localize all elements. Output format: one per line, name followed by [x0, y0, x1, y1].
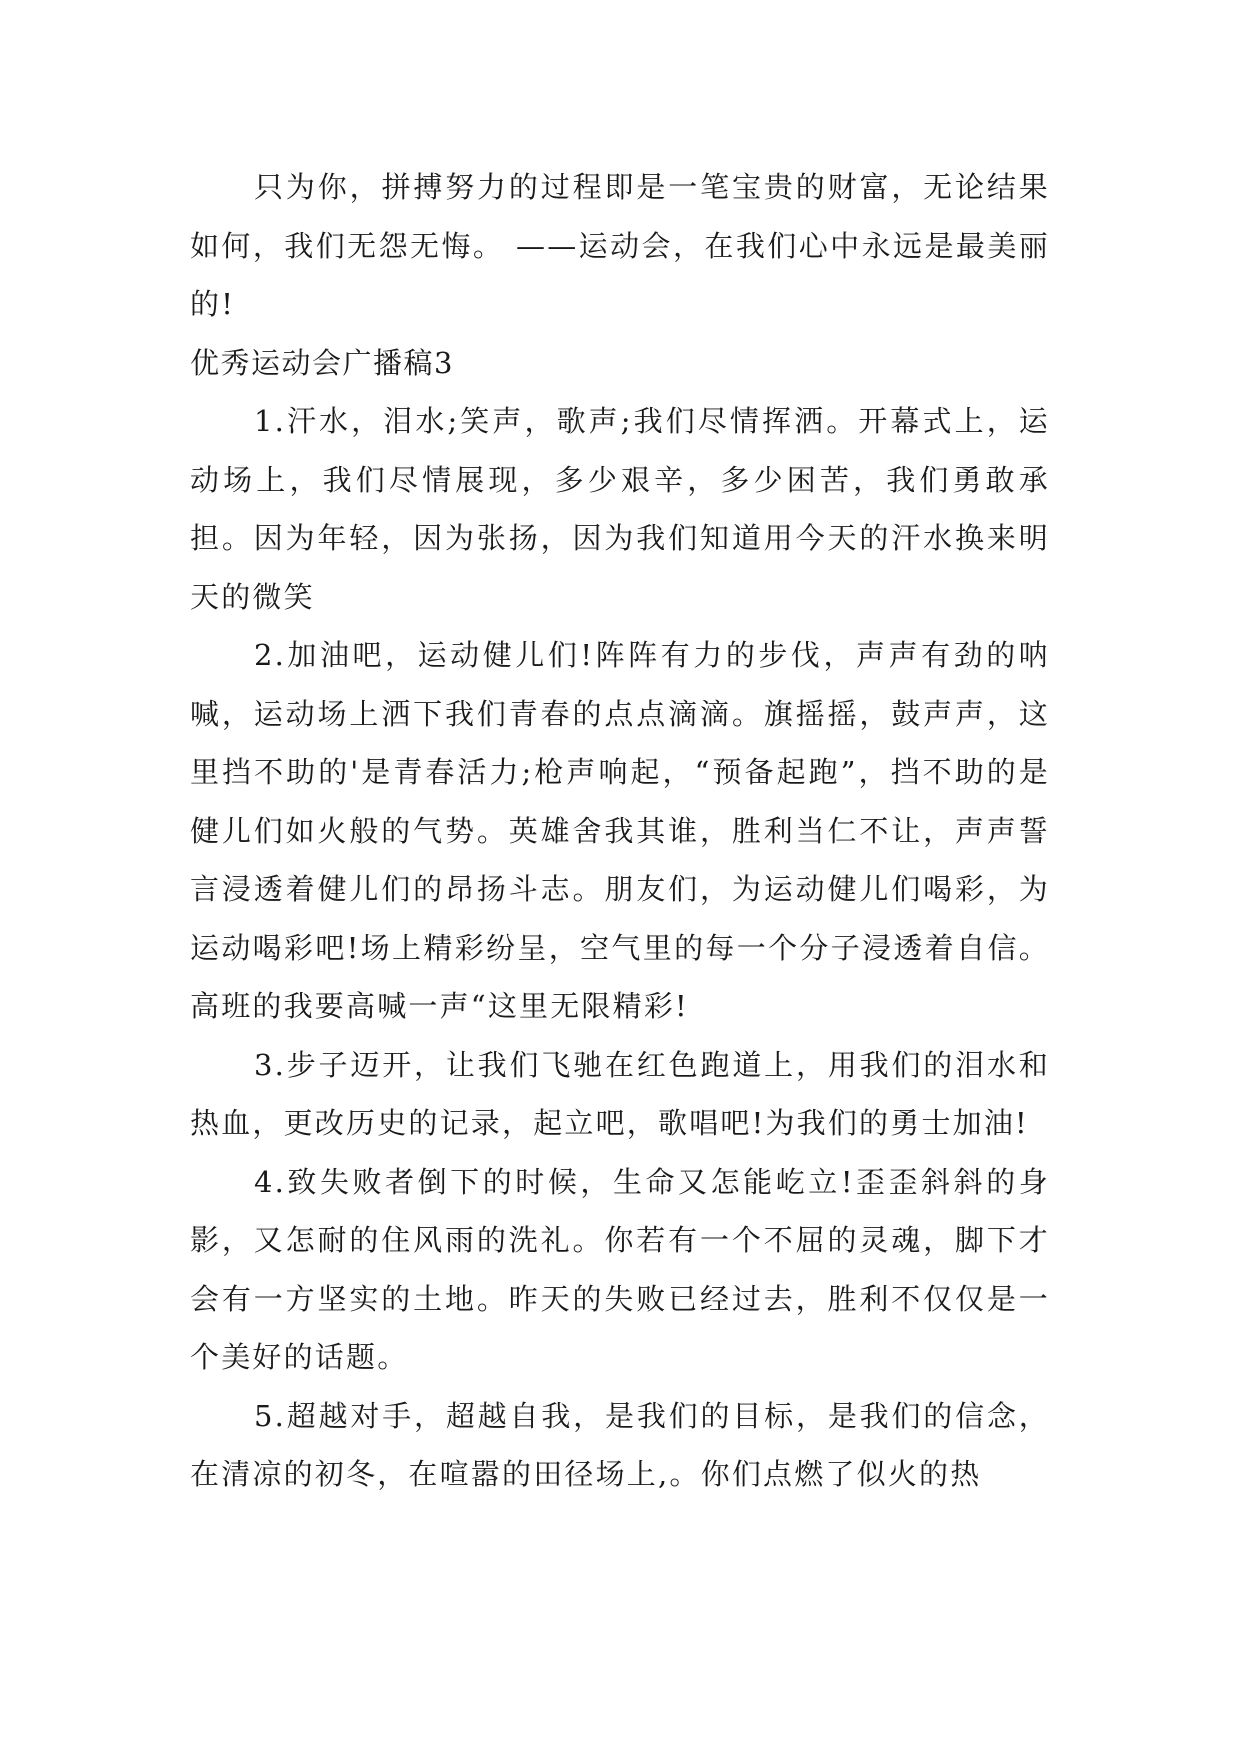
- paragraph-2: 2.加油吧，运动健儿们!阵阵有力的步伐，声声有劲的呐喊，运动场上洒下我们青春的点点滴滴。旗摇摇，鼓声声，这里挡不助的'是青春活力;枪声响起，“预备起跑”，挡不助的是健儿们如火般的气势。英雄舍我其谁，胜利当仁不让，声声誓言浸透着健儿们的昂扬斗志。朋友们，为运动健儿们喝彩，为运动喝彩吧!场上精彩纷呈，空气里的每一个分子浸透着自信。高班的我要高喊一声“这里无限精彩!: [190, 638, 1050, 1023]
- paragraph-5: 5.超越对手，超越自我，是我们的目标，是我们的信念，在清凉的初冬，在喧嚣的田径场上,。你们点燃了似火的热: [190, 1398, 1050, 1491]
- document-body: [190, 158, 1050, 1504]
- paragraph-1: 1.汗水，泪水;笑声，歌声;我们尽情挥洒。开幕式上，运动场上，我们尽情展现，多少艰辛，多少困苦，我们勇敢承担。因为年轻，因为张扬，因为我们知道用今天的汗水换来明天的微笑: [190, 404, 1050, 614]
- paragraph-3: 3.步子迈开，让我们飞驰在红色跑道上，用我们的泪水和热血，更改历史的记录，起立吧，歌唱吧!为我们的勇士加油!: [190, 1047, 1050, 1140]
- paragraph-4: 4.致失败者倒下的时候，生命又怎能屹立!歪歪斜斜的身影，又怎耐的住风雨的洗礼。你若有一个不屈的灵魂，脚下才会有一方坚实的土地。昨天的失败已经过去，胜利不仅仅是一个美好的话题。: [190, 1164, 1050, 1374]
- section-heading: 优秀运动会广播稿3: [190, 345, 454, 380]
- paragraph-intro: 只为你，拼搏努力的过程即是一笔宝贵的财富，无论结果如何，我们无怨无悔。 ——运动会，在我们心中永远是最美丽的!: [190, 170, 1050, 321]
